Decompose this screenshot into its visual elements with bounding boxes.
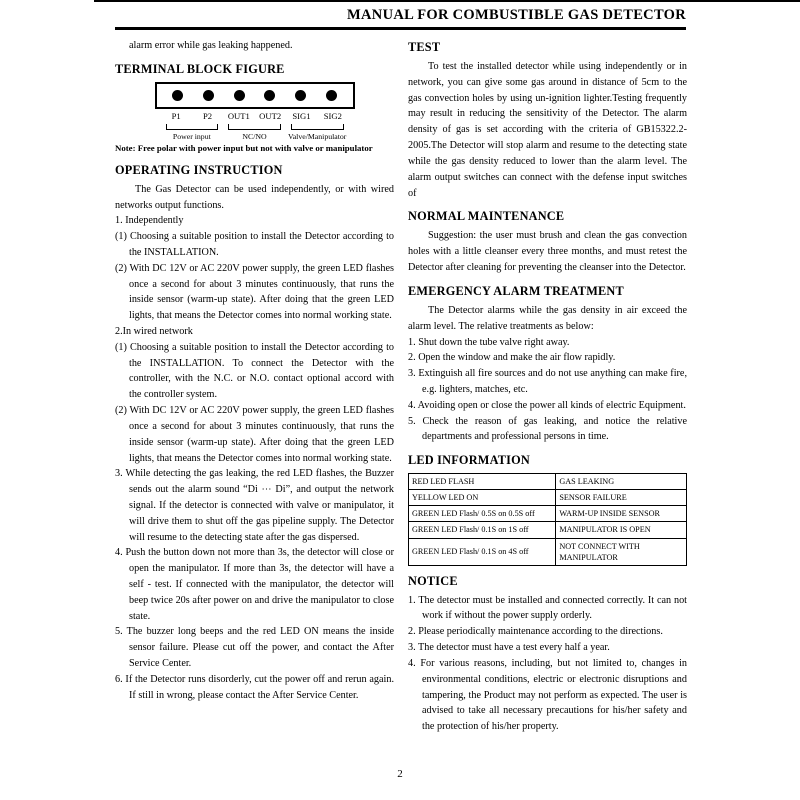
manual-title: MANUAL FOR COMBUSTIBLE GAS DETECTOR bbox=[347, 7, 686, 23]
operating-item: (2) With DC 12V or AC 220V power supply, the green LED flashes once a second for about 3 minutes continuously, that runs the inside sensor (warm-up state). After doing that the green LED lights, that means the Detector comes into normal working state. bbox=[115, 262, 394, 322]
terminal-group-label: NC/NO bbox=[242, 132, 267, 142]
table-row bbox=[409, 490, 687, 506]
table-row bbox=[409, 522, 687, 538]
emergency-item: 1. Shut down the tube valve right away. bbox=[408, 336, 570, 348]
terminal-dot bbox=[234, 90, 245, 101]
emergency-item: 4. Avoiding open or close the power all kinds of electric Equipment. bbox=[408, 399, 686, 411]
terminal-labels bbox=[155, 111, 355, 122]
operating-item: 4. Push the button down not more than 3s, the detector will close or open the manipulator. If more than 3s, the detector will have a self - test. If connected with the manipulator, the detector will beep twice 20s after power on and drive the manipulator to close state. bbox=[115, 547, 394, 622]
operating-item: (2) With DC 12V or AC 220V power supply, the green LED flashes once a second for about 3 minutes continuously, that runs the inside sensor (warm-up state). After doing that the green LED lights, that means the Detector comes into normal working state. bbox=[115, 405, 394, 464]
left-column bbox=[115, 38, 394, 704]
led-info-heading: LED INFORMATION bbox=[408, 453, 530, 468]
operating-heading: OPERATING INSTRUCTION bbox=[115, 162, 283, 177]
terminal-label: OUT2 bbox=[259, 110, 282, 121]
terminal-label: P2 bbox=[202, 110, 213, 121]
terminal-block-heading: TERMINAL BLOCK FIGURE bbox=[115, 61, 285, 76]
header-rule bbox=[115, 27, 686, 30]
table-row bbox=[409, 506, 687, 522]
terminal-dot bbox=[172, 90, 183, 101]
notice-item: 2. Please periodically maintenance according to the directions. bbox=[408, 626, 663, 638]
terminal-label: SIG2 bbox=[323, 110, 342, 121]
table-row bbox=[409, 474, 687, 490]
operating-intro: The Gas Detector can be used independently, or with wired networks output functions. bbox=[115, 183, 394, 211]
emergency-intro: The Detector alarms while the gas density in air exceed the alarm level. The relative treatments as below: bbox=[408, 304, 687, 332]
table-cell: WARM-UP INSIDE SENSOR bbox=[556, 506, 687, 522]
page-header bbox=[115, 7, 686, 30]
maintenance-heading: NORMAL MAINTENANCE bbox=[408, 209, 565, 224]
notice-item: 1. The detector must be installed and connected correctly. It can not work if without the power supply orderly. bbox=[408, 594, 687, 622]
table-cell: MANIPULATOR IS OPEN bbox=[556, 522, 687, 538]
table-cell: GREEN LED Flash/ 0.5S on 0.5S off bbox=[409, 506, 556, 522]
terminal-label: SIG1 bbox=[292, 110, 311, 121]
terminal-group-valve bbox=[286, 124, 349, 141]
terminal-block-box bbox=[155, 82, 355, 109]
page-number: 2 bbox=[397, 768, 403, 780]
test-body: To test the installed detector while using independently or in network, you can give some gas around in distance of 5cm to the gas convection holes by using un-ignition lighter.Testing frequently may result in reducing the sensitivity of the Detector. The alarm density of gas is set according with the criteria of GB15322.2-2005.The Detector will stop alarm and resume to the detecting state while the gas density reduced to lower than the alarm level. The alarm output switches can connect with the defense input switches of bbox=[408, 61, 687, 199]
table-cell: GREEN LED Flash/ 0.1S on 1S off bbox=[409, 522, 556, 538]
emergency-item: 2. Open the window and make the air flow rapidly. bbox=[408, 352, 616, 364]
operating-item: 5. The buzzer long beeps and the red LED ON means the inside sensor failure. Please cut off the power, and contact the After Service Center. bbox=[115, 626, 394, 670]
bracket-shape bbox=[166, 124, 219, 130]
notice-item: 4. For various reasons, including, but not limited to, changes in environmental conditions, electric or electronic disruptions and tampering, the Product may not perform as expected. The user is advised to take all necessary precautions for his/her safety and the protection of his/her property. bbox=[408, 657, 687, 733]
operating-item: (1) Choosing a suitable position to install the Detector according to the INSTALLATION. bbox=[115, 231, 394, 258]
terminal-groups bbox=[155, 124, 355, 141]
right-column bbox=[408, 38, 687, 735]
table-cell: NOT CONNECT WITH MANIPULATOR bbox=[556, 538, 687, 565]
table-cell: GREEN LED Flash/ 0.1S on 4S off bbox=[409, 538, 556, 565]
terminal-block-figure bbox=[155, 82, 355, 142]
table-cell: SENSOR FAILURE bbox=[556, 490, 687, 506]
notice-item: 3. The detector must have a test every half a year. bbox=[408, 642, 610, 654]
bracket-shape bbox=[291, 124, 344, 130]
table-row bbox=[409, 538, 687, 565]
terminal-label: P1 bbox=[171, 110, 181, 121]
table-cell: RED LED FLASH bbox=[409, 474, 556, 490]
test-heading: TEST bbox=[408, 40, 441, 54]
operating-item: 3. While detecting the gas leaking, the red LED flashes, the Buzzer sends out the alarm sound “Di ⋯ Di”, and output the network signal. If the detector is connected with valve or manipulator, it will drive them to shut off the gas pipeline supply. The Detector will resume to the detecting state after the gas dispersed. bbox=[115, 468, 394, 543]
operating-item: 2.In wired network bbox=[115, 326, 193, 338]
terminal-group-label: Valve/Manipulator bbox=[287, 132, 347, 142]
terminal-group-label: Power input bbox=[172, 132, 211, 142]
terminal-dot bbox=[203, 90, 214, 101]
terminal-dot bbox=[295, 90, 306, 101]
table-cell: YELLOW LED ON bbox=[409, 490, 556, 506]
operating-item: (1) Choosing a suitable position to install the Detector according to the INSTALLATION. To connect the Detector with the controller, with the N.C. or N.O. contact optional accord with the controller system. bbox=[115, 341, 394, 401]
emergency-item: 5. Check the reason of gas leaking, and notice the relative departments and professional persons in time. bbox=[408, 415, 687, 443]
table-cell: GAS LEAKING bbox=[556, 474, 687, 490]
emergency-item: 3. Extinguish all fire sources and do not use anything can make fire, e.g. lighters, matches, etc. bbox=[408, 368, 687, 395]
continuation-text: alarm error while gas leaking happened. bbox=[129, 40, 293, 51]
terminal-label: OUT1 bbox=[227, 110, 250, 121]
terminal-dot bbox=[326, 90, 337, 101]
terminal-group-power bbox=[161, 124, 224, 141]
maintenance-body: Suggestion: the user must brush and clean the gas convection holes with a little cleanser every three months, and must retest the Detector after cleaning for preventing the cleanser into the Detector. bbox=[408, 230, 687, 274]
notice-heading: NOTICE bbox=[408, 573, 458, 588]
led-info-table bbox=[408, 473, 687, 565]
content-columns bbox=[115, 38, 687, 735]
operating-item: 1. Independently bbox=[115, 215, 184, 227]
terminal-note: Note: Free polar with power input but not with valve or manipulator bbox=[115, 143, 373, 154]
emergency-heading: EMERGENCY ALARM TREATMENT bbox=[408, 283, 624, 298]
terminal-dot bbox=[264, 90, 275, 101]
operating-item: 6. If the Detector runs disorderly, cut the power off and rerun again. If still in wrong, please contact the After Service Center. bbox=[115, 673, 394, 701]
bracket-shape bbox=[228, 124, 281, 130]
page-top-rule bbox=[94, 0, 800, 2]
terminal-group-ncno bbox=[223, 124, 286, 141]
